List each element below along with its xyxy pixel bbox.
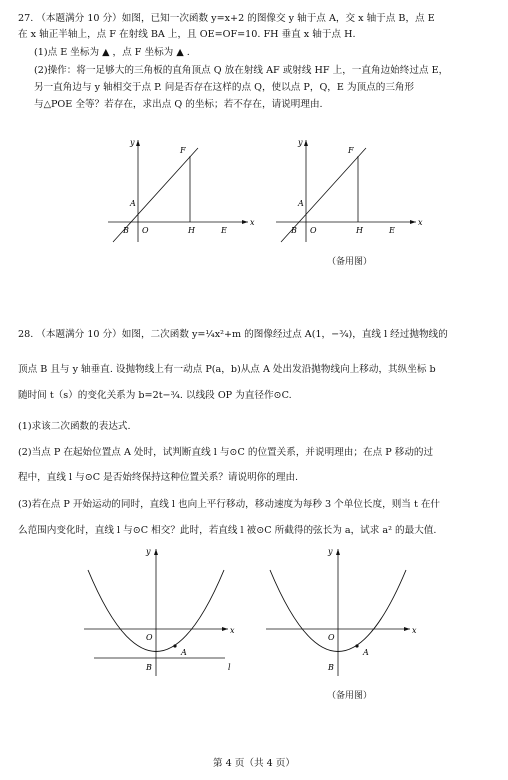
fig-label-x: x [412, 626, 417, 635]
q28-line-7: (3)若在点 P 开始运动的同时，直线 l 也向上平行移动，移动速度为每秒 3 个单位长度，则当 t 在什 [18, 499, 441, 510]
fig-label-O: O [146, 633, 153, 642]
fig-label-A: A [363, 648, 369, 657]
fig-label-A: A [130, 199, 136, 208]
q28-line-6: 程中，直线 l 与⊙C 是否始终保持这种位置关系？请说明你的理由. [18, 472, 299, 483]
q27-line-6: 与△POE 全等？若存在，求出点 Q 的坐标；若不存在，请说明理由. [34, 99, 323, 110]
fig-label-x: x [418, 218, 423, 227]
q28-line-1: 28. （本题满分 10 分）如图，二次函数 y=¼x²+m 的图像经过点 A(1，−¾)，直线 l 经过抛物线的 [18, 329, 448, 340]
q28-figure-spare [262, 543, 422, 678]
q27-line-2: 在 x 轴正半轴上，点 F 在射线 BA 上，且 OE=OF=10. FH 垂直 x 轴于点 H. [18, 29, 356, 40]
q28-line-4: (1)求该二次函数的表达式. [18, 421, 131, 432]
q28-line-2: 顶点 B 且与 y 轴垂直. 设抛物线上有一动点 P(a，b)从点 A 处出发沿抛物线向上移动，其纵坐标 b [18, 364, 436, 375]
fig-label-y: y [328, 547, 333, 556]
fig-label-y: y [146, 547, 151, 556]
q27-line-4: (2)操作：将一足够大的三角板的直角顶点 Q 放在射线 AF 或射线 HF 上，一直角边始终过点 E， [34, 65, 449, 76]
q27-figure-main [108, 136, 258, 246]
q27-caption: （备用图） [327, 257, 373, 267]
fig-label-B: B [328, 663, 334, 672]
fig-label-B: B [123, 226, 129, 235]
fig-label-y: y [298, 138, 303, 147]
fig-label-E: E [389, 226, 395, 235]
q28-line-5: (2)当点 P 在起始位置点 A 处时，试判断直线 l 与⊙C 的位置关系，并说明理由；在点 P 移动的过 [18, 447, 434, 458]
fig-label-F: F [180, 146, 186, 155]
q28-figure-main [80, 543, 240, 678]
fig-label-O: O [142, 226, 149, 235]
q27-line-3: (1)点 E 坐标为 ▲ ，点 F 坐标为 ▲ . [34, 47, 190, 58]
fig-label-B: B [146, 663, 152, 672]
fig-label-A: A [298, 199, 304, 208]
q27-figure-spare [276, 136, 426, 246]
q28-caption: （备用图） [327, 691, 373, 701]
fig-label-x: x [230, 626, 235, 635]
fig-label-H: H [356, 226, 363, 235]
q27-line-5: 另一直角边与 y 轴相交于点 P. 问是否存在这样的点 Q，使以点 P，Q，E 为顶点的三角形 [34, 82, 415, 93]
q28-line-3: 随时间 t（s）的变化关系为 b=2t−¾. 以线段 OP 为直径作⊙C. [18, 390, 292, 401]
page-footer: 第 4 页（共 4 页） [213, 758, 295, 769]
fig-label-A: A [181, 648, 187, 657]
fig-label-H: H [188, 226, 195, 235]
q28-line-8: 么范围内变化时，直线 l 与⊙C 相交？此时，若直线 l 被⊙C 所截得的弦长为 a，试求 a² 的最大值. [18, 525, 437, 536]
fig-label-E: E [221, 226, 227, 235]
q27-line-1: 27. （本题满分 10 分）如图，已知一次函数 y=x+2 的图像交 y 轴于点 A，交 x 轴于点 B，点 E [18, 13, 435, 24]
fig-label-O: O [328, 633, 335, 642]
fig-label-y: y [130, 138, 135, 147]
fig-label-O: O [310, 226, 317, 235]
fig-label-x: x [250, 218, 255, 227]
fig-label-F: F [348, 146, 354, 155]
fig-label-B: B [291, 226, 297, 235]
fig-label-l: l [228, 663, 231, 672]
